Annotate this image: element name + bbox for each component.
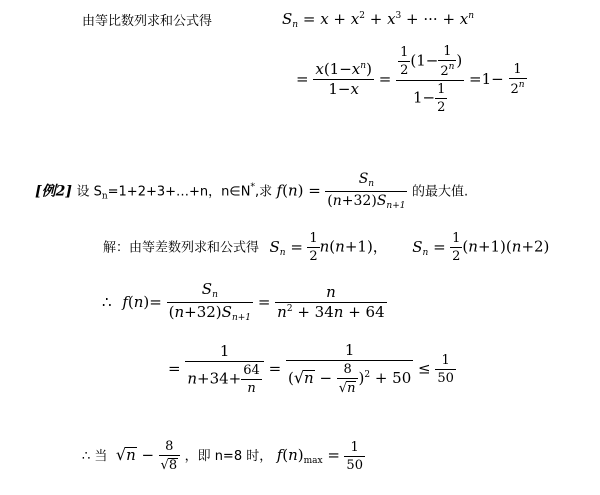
line1-text: 由等比数列求和公式得 [82, 14, 213, 29]
solution-text: 解：由等差数列求和公式得 [103, 240, 260, 256]
example-line: [例2] 设 $S_n=1+2+3+\dots+n$，n∈N*,求 f(n) = $\frac{S_n}{(n+32)S_{n+1}}$ 的最大值. [35, 171, 469, 211]
line1-math: $S_n = x + x^2 + x^3$ + ··· + $x^n$ [282, 10, 475, 30]
solution-line: 解：由等差数列求和公式得 $S_n$ = $\frac{1}{2}$ n(n+1)， $S_n$ = $\frac{1}{2}$ (n+1)(n+2) [103, 231, 550, 264]
final-line: ∴ 当 √n − $\frac{8}{√8}$ ，即 n=8 时， $f(n)_{max}$ = $\frac{1}{50}$ [82, 439, 363, 473]
example-label: [例2] [35, 183, 72, 200]
ex-text-6: 的最大值. [411, 184, 469, 200]
line6-math: = 1 n+34+ $\frac{64}{n}$ = 1 (√n − $\frac{8}{√n}$ )$^2$ + 50 ≤ $\frac{1}{50}$ [168, 341, 454, 396]
ex-text-3: =1+2+3+…+n，n∈N [107, 184, 251, 200]
line5-math: ∴ f(n)= $\frac{S_n}{(n+32)S_{n+1}}$ = $\frac{n}{n^2 + 34n + 64}$ [102, 280, 385, 323]
final-text-2: ，即 n=8 时， [184, 449, 273, 464]
ex-text-1: 设 S [76, 184, 102, 200]
therefore-symbol: ∴ [102, 293, 112, 311]
ex-text-5: ,求 [254, 184, 273, 200]
line2-math: = $\frac{x(1-x^n)}{1-x}$ = $\frac{1}{2}$ (1− $\frac{1}{2^n}$ ) 1− $\frac{1}{2}$ =1− $\frac{1}{2^n}$ [296, 44, 525, 115]
ex-text-4: * [250, 182, 255, 193]
bound-numerator: 1 [441, 352, 450, 368]
ex-text-2: n [101, 191, 108, 202]
final-text-1: ∴ 当 [82, 449, 108, 464]
bound-denominator: 50 [437, 370, 454, 386]
